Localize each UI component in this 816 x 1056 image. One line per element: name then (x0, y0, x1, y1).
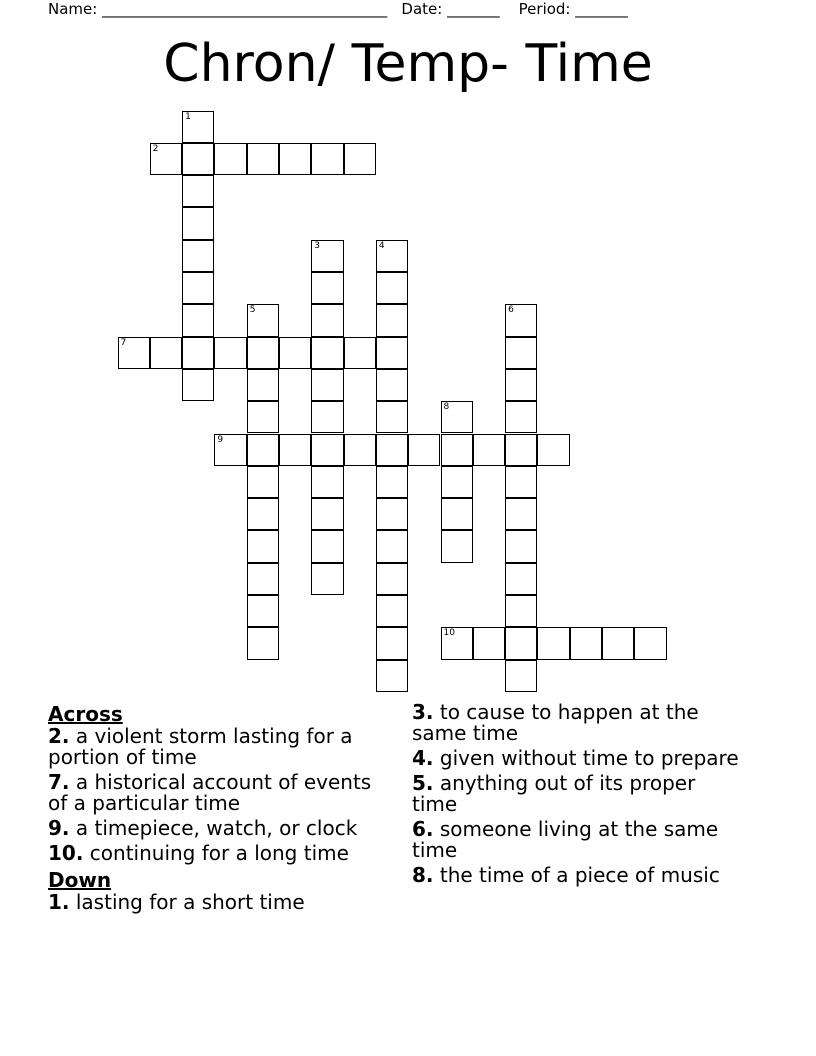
crossword-cell[interactable] (118, 337, 150, 369)
crossword-cell[interactable] (441, 498, 473, 530)
crossword-cell[interactable] (441, 434, 473, 466)
down-clue-1 (48, 892, 388, 913)
crossword-cell[interactable] (505, 627, 537, 659)
down-clue-3 (412, 702, 742, 744)
clue-number: 1. (48, 890, 70, 914)
student-info-header (48, 0, 768, 20)
crossword-cell[interactable] (311, 240, 343, 272)
crossword-cell[interactable] (247, 369, 279, 401)
crossword-cell[interactable] (247, 337, 279, 369)
crossword-cell[interactable] (344, 434, 376, 466)
crossword-cell[interactable] (537, 627, 569, 659)
crossword-cell[interactable] (505, 563, 537, 595)
crossword-cell[interactable] (505, 401, 537, 433)
crossword-cell[interactable] (311, 337, 343, 369)
crossword-cell[interactable] (182, 240, 214, 272)
crossword-cell[interactable] (376, 272, 408, 304)
across-clue-9 (48, 818, 388, 839)
crossword-cell[interactable] (408, 434, 440, 466)
clue-number: 3. (412, 700, 434, 724)
crossword-cell[interactable] (311, 434, 343, 466)
crossword-cell[interactable] (473, 434, 505, 466)
clue-number-label: 6 (508, 305, 514, 316)
crossword-cell[interactable] (311, 466, 343, 498)
crossword-cell[interactable] (505, 434, 537, 466)
crossword-cell[interactable] (505, 660, 537, 692)
crossword-cell[interactable] (473, 627, 505, 659)
crossword-cell[interactable] (279, 434, 311, 466)
clue-text: the time of a piece of music (433, 863, 720, 887)
crossword-cell[interactable] (247, 143, 279, 175)
crossword-cell[interactable] (311, 143, 343, 175)
crossword-cell[interactable] (247, 434, 279, 466)
crossword-cell[interactable] (247, 498, 279, 530)
clues-column-right (412, 702, 742, 890)
crossword-cell[interactable] (441, 466, 473, 498)
crossword-cell[interactable] (247, 304, 279, 336)
crossword-cell[interactable] (182, 369, 214, 401)
clue-number-label: 1 (185, 111, 191, 122)
crossword-cell[interactable] (247, 563, 279, 595)
clue-number: 7. (48, 770, 70, 794)
crossword-cell[interactable] (247, 530, 279, 562)
crossword-cell[interactable] (344, 337, 376, 369)
clue-number-label: 10 (443, 628, 455, 639)
crossword-cell[interactable] (376, 660, 408, 692)
crossword-cell[interactable] (247, 401, 279, 433)
crossword-cell[interactable] (505, 595, 537, 627)
clue-number-label: 2 (152, 143, 159, 154)
crossword-cell[interactable] (505, 337, 537, 369)
crossword-cell[interactable] (537, 434, 569, 466)
clue-number-label: 9 (217, 434, 224, 445)
clue-text: continuing for a long time (83, 841, 349, 865)
crossword-cell[interactable] (311, 369, 343, 401)
crossword-cell[interactable] (214, 143, 246, 175)
crossword-cell[interactable] (376, 337, 408, 369)
crossword-cell[interactable] (279, 143, 311, 175)
crossword-cell[interactable] (311, 304, 343, 336)
clue-number-label: 7 (120, 337, 127, 348)
clue-number-label: 5 (249, 305, 256, 316)
crossword-cell[interactable] (376, 240, 408, 272)
date-field[interactable]: Date: _______ (401, 0, 500, 18)
down-heading: Down (48, 868, 112, 892)
clue-text: a violent storm lasting for a portion of time (48, 724, 353, 769)
crossword-cell[interactable] (311, 563, 343, 595)
clue-text: to cause to happen at the same time (412, 700, 699, 745)
crossword-cell[interactable] (441, 401, 473, 433)
across-clue-10 (48, 843, 388, 864)
crossword-cell[interactable] (376, 466, 408, 498)
clues-column-left (48, 702, 388, 917)
crossword-cell[interactable] (376, 401, 408, 433)
crossword-cell[interactable] (150, 143, 182, 175)
down-clue-8 (412, 865, 742, 886)
clue-number-label: 3 (314, 240, 321, 251)
down-clue-6 (412, 819, 742, 861)
clue-number-label: 8 (443, 402, 450, 413)
crossword-cell[interactable] (505, 498, 537, 530)
crossword-cell[interactable] (182, 175, 214, 207)
across-clue-2 (48, 726, 388, 768)
crossword-cell[interactable] (376, 563, 408, 595)
clue-number: 8. (412, 863, 434, 887)
crossword-cell[interactable] (505, 530, 537, 562)
crossword-cell[interactable] (311, 272, 343, 304)
crossword-cell[interactable] (344, 143, 376, 175)
crossword-cell[interactable] (182, 111, 214, 143)
crossword-cell[interactable] (441, 530, 473, 562)
crossword-cell[interactable] (182, 143, 214, 175)
clue-number: 9. (48, 816, 70, 840)
crossword-cell[interactable] (214, 434, 246, 466)
crossword-cell[interactable] (376, 304, 408, 336)
crossword-cell[interactable] (376, 498, 408, 530)
crossword-cell[interactable] (311, 401, 343, 433)
clue-text: a historical account of events of a particular time (48, 770, 372, 815)
crossword-cell[interactable] (376, 530, 408, 562)
crossword-cell[interactable] (182, 304, 214, 336)
crossword-cell[interactable] (311, 530, 343, 562)
clue-number: 5. (412, 771, 434, 795)
crossword-cell[interactable] (505, 466, 537, 498)
crossword-cell[interactable] (214, 337, 246, 369)
crossword-cell[interactable] (182, 337, 214, 369)
clue-number: 6. (412, 817, 434, 841)
crossword-cell[interactable] (634, 627, 666, 659)
crossword-cell[interactable] (279, 337, 311, 369)
crossword-cell[interactable] (247, 595, 279, 627)
crossword-cell[interactable] (376, 369, 408, 401)
clue-number: 2. (48, 724, 70, 748)
clue-text: a timepiece, watch, or clock (69, 816, 358, 840)
clue-text: someone living at the same time (412, 817, 719, 862)
crossword-cell[interactable] (570, 627, 602, 659)
period-field[interactable]: Period: _______ (518, 0, 628, 18)
crossword-cell[interactable] (311, 498, 343, 530)
across-clue-7 (48, 772, 388, 814)
crossword-cell[interactable] (247, 466, 279, 498)
clue-number: 10. (48, 841, 84, 865)
crossword-cell[interactable] (182, 272, 214, 304)
down-clue-5 (412, 773, 742, 815)
crossword-cell[interactable] (602, 627, 634, 659)
crossword-cell[interactable] (376, 595, 408, 627)
crossword-cell[interactable] (441, 627, 473, 659)
crossword-cell[interactable] (247, 627, 279, 659)
name-field[interactable]: Name: ______________________________________ (48, 0, 388, 18)
across-heading: Across (48, 702, 123, 726)
crossword-cell[interactable] (376, 434, 408, 466)
down-clue-4 (412, 748, 742, 769)
crossword-cell[interactable] (505, 369, 537, 401)
crossword-cell[interactable] (150, 337, 182, 369)
crossword-cell[interactable] (182, 207, 214, 239)
clue-number-label: 4 (378, 240, 385, 251)
clue-number: 4. (412, 746, 434, 770)
clue-text: lasting for a short time (69, 890, 305, 914)
crossword-cell[interactable] (376, 627, 408, 659)
clue-text: given without time to prepare (433, 746, 739, 770)
clue-text: anything out of its proper time (412, 771, 696, 816)
page-title: Chron/ Temp- Time (163, 34, 653, 94)
crossword-cell[interactable] (505, 304, 537, 336)
